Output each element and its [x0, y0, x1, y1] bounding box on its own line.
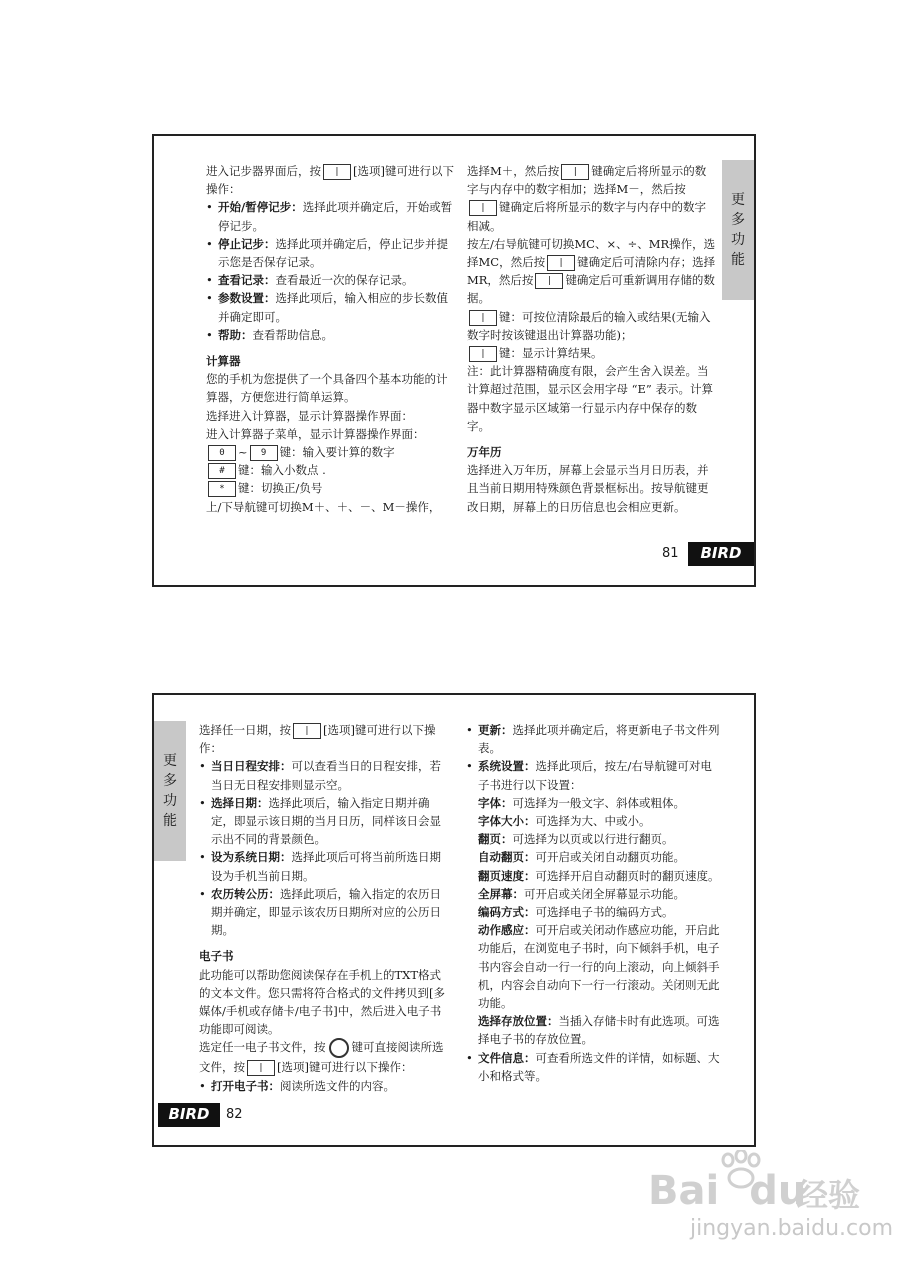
key-hash-icon: # — [208, 463, 236, 479]
bullet-item: • 参数设置：选择此项后，输入相应的步长数值并确定即可。 — [206, 291, 448, 324]
setting-item: 动作感应：可开启或关闭动作感应功能，开启此功能后，在浏览电子书时，向下倾斜手机，电子书内容会自动一行一行的向上滚动，向上倾斜手机，内容会自动向下一行一行滚动。关闭则无此功能。 — [478, 923, 720, 1011]
setting-item: 全屏幕：可开启或关闭全屏幕显示功能。 — [478, 886, 685, 901]
bullet-item: • 当日日程安排：可以查看当日的日程安排，若当日无日程安排则显示空。 — [199, 759, 441, 792]
watermark-url: jingyan.baidu.com — [690, 1216, 894, 1241]
setting-item: 翻页速度：可选择开启自动翻页时的翻页速度。 — [478, 868, 720, 883]
paragraph: 此功能可以帮助您阅读保存在手机上的TXT格式的文本文件。您只需将符合格式的文件拷贝到[多媒体/手机或存储卡/电子书]中，然后进入电子书功能即可阅读。 — [199, 967, 445, 1037]
equal-key-line: | 键：显示计算结果。 — [467, 344, 717, 362]
bullet-item: • 开始/暂停记步：选择此项并确定后，开始或暂停记步。 — [206, 200, 453, 233]
bullet-item: • 设为系统日期：选择此项后可将当前所选日期设为手机当前日期。 — [199, 850, 441, 883]
clear-key-icon: | — [469, 310, 497, 326]
setting-item: 自动翻页：可开启或关闭自动翻页功能。 — [478, 850, 685, 865]
paragraph: 按左/右导航键可切换MC、×、÷、MR操作，选择MC，然后按 | 键确定后可清除内存；选择MR，然后按 | 键确定后可重新调用存储的数据。 — [467, 236, 716, 306]
setting-item: 字体：可选择为一般文字、斜体或粗体。 — [478, 795, 685, 810]
paragraph: 选定任一电子书文件，按 键可直接阅读所选文件，按 | [选项]键可进行以下操作： — [199, 1040, 444, 1075]
bullet-item: • 停止记步：选择此项并确定后，停止记步并提示您是否保存记录。 — [206, 236, 448, 270]
paragraph: 选择进入万年历，屏幕上会显示当月日历表，并且当前日期用特殊颜色背景框标出。按导航键更改日期，屏幕上的日历信息也会相应更新。 — [467, 463, 709, 514]
bullet-item: • 打开电子书：阅读所选文件的内容。 — [199, 1078, 395, 1093]
page81-right-column — [467, 162, 717, 516]
bullet-item: • 系统设置：选择此项后，按左/右导航键可对电子书进行以下设置： — [466, 759, 712, 792]
softkey-icon: | — [293, 723, 321, 739]
digit-keys-line: 0 ~ 9 键：输入要计算的数字 — [206, 443, 454, 461]
key-star-icon: * — [208, 481, 236, 497]
bullet-item: • 文件信息：可查看所选文件的详情，如标题、大小和格式等。 — [466, 1050, 720, 1083]
page-number: 81 — [662, 546, 679, 561]
hash-key-line: # 键：输入小数点 . — [206, 461, 454, 479]
softkey-icon: | — [535, 273, 563, 289]
setting-item: 翻页：可选择为以页或以行进行翻页。 — [478, 832, 674, 847]
key-0-icon: 0 — [208, 445, 236, 461]
page-81 — [152, 134, 756, 587]
clear-key-line: | 键：可按位清除最后的输入或结果(无输入数字时按该键退出计算器功能)； — [467, 309, 711, 342]
softkey-icon: | — [469, 346, 497, 362]
intro: 选择任一日期，按 | [选项]键可进行以下操作： — [199, 723, 436, 756]
softkey-icon: | — [547, 255, 575, 271]
bullet-item: • 帮助：查看帮助信息。 — [206, 327, 333, 342]
paragraph: 您的手机为您提供了一个具备四个基本功能的计算器，方便您进行简单运算。 — [206, 372, 448, 405]
ok-key-icon — [329, 1038, 349, 1058]
section-title-ebook: 电子书 — [199, 949, 234, 964]
bullet-item: • 查看记录：查看最近一次的保存记录。 — [206, 273, 414, 288]
page82-left-column — [199, 721, 449, 1095]
page82-right-column — [466, 721, 720, 1085]
softkey-icon: | — [247, 1060, 275, 1076]
paragraph: 选择进入计算器，显示计算器操作界面： — [206, 408, 413, 423]
page-82 — [152, 693, 756, 1147]
softkey-icon: | — [469, 200, 497, 216]
paragraph: 上/下导航键可切换M＋、＋、－、M－操作， — [206, 499, 441, 514]
bullet-item: • 农历转公历：选择此项后，输入指定的农历日期并确定，即显示该农历日期所对应的公历日期。 — [199, 886, 441, 938]
setting-item: 选择存放位置：当插入存储卡时有此选项。可选择电子书的存放位置。 — [478, 1014, 720, 1047]
side-tab: 更 多 功 能 — [154, 721, 186, 861]
star-key-line: * 键：切换正/负号 — [206, 479, 454, 497]
bird-logo: BIRD — [688, 542, 754, 566]
bullet-item: • 选择日期：选择此项后，输入指定日期并确定，即显示该日期的当月日历，同样该日会显示出不同的背景颜色。 — [199, 795, 441, 847]
key-9-icon: 9 — [250, 445, 278, 461]
softkey-icon: | — [323, 164, 351, 180]
setting-item: 编码方式：可选择电子书的编码方式。 — [478, 905, 674, 920]
softkey-icon: | — [561, 164, 589, 180]
section-title-calendar: 万年历 — [467, 445, 502, 460]
bullet-item: • 更新：选择此项并确定后，将更新电子书文件列表。 — [466, 723, 720, 756]
page81-left-column — [206, 162, 454, 516]
page-number: 82 — [226, 1107, 243, 1122]
watermark-cn: 经验 — [796, 1176, 861, 1214]
watermark-brand: Bai du — [648, 1168, 807, 1214]
section-title-calculator: 计算器 — [206, 354, 241, 369]
paragraph: 进入计算器子菜单，显示计算器操作界面： — [206, 426, 425, 441]
setting-item: 字体大小：可选择为大、中或小。 — [478, 814, 651, 829]
intro: 进入记步器界面后，按 | [选项]键可进行以下操作： — [206, 164, 454, 197]
side-tab: 更 多 功 能 — [722, 160, 754, 300]
paragraph: 选择M＋，然后按 | 键确定后将所显示的数字与内存中的数字相加；选择M－，然后按| 键确定后将所显示的数字与内存中的数字相减。 — [467, 164, 707, 233]
bird-logo: BIRD — [158, 1103, 220, 1127]
note: 注：此计算器精确度有限，会产生舍入误差。当计算超过范围，显示区会用字母 “E” 表示。计算器中数字显示区域第一行显示内存中保存的数字。 — [467, 364, 713, 433]
